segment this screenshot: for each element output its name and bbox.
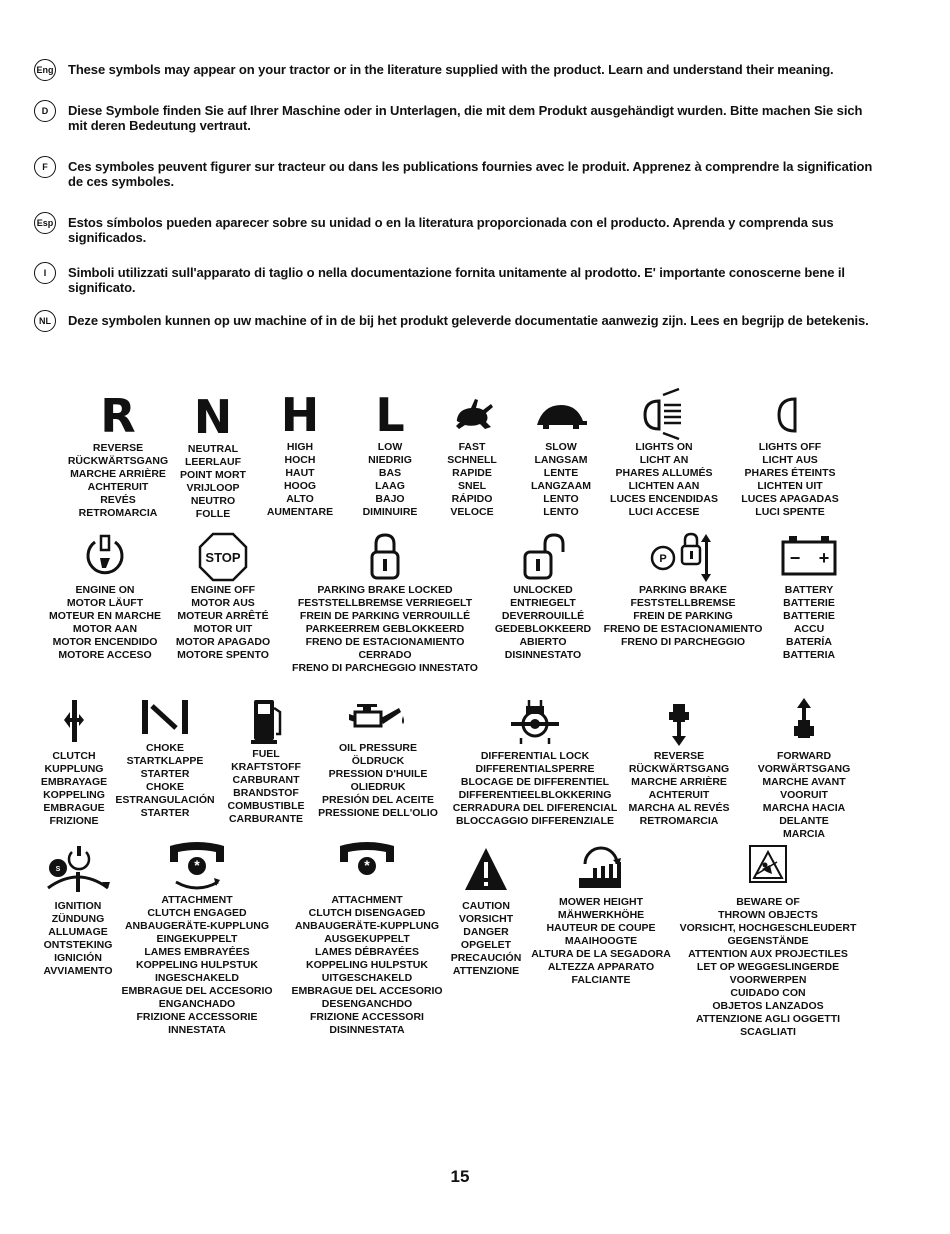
label: FRENO DI PARCHEGGIO	[620, 636, 746, 648]
label: LICHTEN UIT	[757, 480, 823, 492]
label: DIFFERENTIALSPERRE	[475, 763, 595, 775]
label: FRIZIONE ACCESSORI	[310, 1011, 424, 1023]
attachment-engaged-labels	[116, 894, 278, 1037]
label: MOTOR AUS	[191, 597, 255, 609]
label: LOW	[377, 441, 403, 453]
label: INGESCHAKELD	[154, 972, 239, 984]
label: VOORUIT	[780, 789, 828, 801]
thrown-objects-labels	[674, 896, 862, 1039]
symbol-unlocked	[488, 530, 598, 662]
differential-lock-labels	[446, 750, 624, 828]
label: MARCHE ARRIÈRE	[70, 468, 166, 480]
label: KOPPELING HULPSTUK	[136, 959, 258, 971]
label: MAAIHOOGTE	[564, 935, 638, 947]
label: SCHNELL	[447, 454, 497, 466]
tractor-reverse-arrow-icon	[659, 694, 699, 750]
intro-spanish	[34, 215, 874, 245]
label: DESENGANCHDO	[321, 998, 413, 1010]
label: CUIDADO CON	[730, 987, 806, 999]
label: FESTSTELLBREMSE VERRIEGELT	[297, 597, 473, 609]
turtle-icon	[531, 391, 591, 441]
label: KOPPELING	[43, 789, 105, 801]
label: REVÉS	[100, 494, 136, 506]
label: VELOCE	[450, 506, 494, 518]
label: CHOKE	[146, 742, 184, 754]
thrown-objects-warning-icon	[743, 838, 793, 896]
intro-text-french: Ces symboles peuvent figurer sur tracteur ou dans les publications fournies avec le produit. Apprenez à comprendre la signification de ces symboles.	[68, 159, 873, 189]
label: RÜCKWÄRTSGANG	[67, 455, 169, 467]
label: LET OP WEGGESLINGERDE	[696, 961, 840, 973]
symbol-engine-on	[44, 530, 166, 662]
label: THROWN OBJECTS	[718, 909, 818, 921]
label: OIL PRESSURE	[339, 742, 417, 754]
parking-brake-labels	[600, 584, 766, 649]
label: ALTEZZA APPARATO	[547, 961, 655, 973]
label: RETROMARCIA	[639, 815, 719, 827]
high-labels	[258, 441, 342, 519]
label: RÜCKWÄRTSGANG	[628, 763, 730, 775]
symbol-attachment-disengaged	[286, 836, 448, 1037]
intro-italian	[34, 265, 874, 295]
unlocked-labels	[488, 584, 598, 662]
label: KUPPLUNG	[44, 763, 104, 775]
label: LANGZAAM	[530, 480, 592, 492]
label: BATERÍA	[786, 636, 832, 648]
label: HAUT	[285, 467, 315, 479]
label: BATTERIE	[783, 597, 835, 609]
label: CLUTCH	[52, 750, 96, 762]
attachment-engaged-icon	[162, 836, 232, 894]
label: FRIZIONE ACCESSORIE	[136, 1011, 258, 1023]
label: REVERSE	[653, 750, 705, 762]
stop-sign-icon	[196, 530, 250, 584]
label: MARCHA AL REVÉS	[628, 802, 730, 814]
label: GEGENSTÄNDE	[727, 935, 809, 947]
reverse-direction-labels	[624, 750, 734, 828]
label: PARKING BRAKE LOCKED	[317, 584, 453, 596]
symbol-reverse-direction	[624, 694, 734, 828]
label: HOCH	[284, 454, 316, 466]
reverse-labels	[58, 442, 178, 520]
label: PRESSIONE DELL'OLIO	[318, 807, 438, 819]
label: ESTRANGULACIÓN	[115, 794, 215, 806]
label: DIMINUIRE	[362, 506, 418, 518]
label: MOTOR LÄUFT	[66, 597, 144, 609]
label: FORWARD	[776, 750, 832, 762]
label: BATTERY	[784, 584, 834, 596]
battery-icon	[777, 530, 841, 584]
label: LENTO	[543, 506, 579, 518]
label: MOTOR UIT	[193, 623, 253, 635]
ignition-labels	[28, 900, 128, 978]
lights-on-labels	[604, 441, 724, 519]
label: LUCES ENCENDIDAS	[610, 493, 718, 505]
symbol-low	[348, 388, 432, 519]
label: ALLUMAGE	[48, 926, 108, 938]
label: BATTERIA	[782, 649, 836, 661]
label: MOTORE SPENTO	[177, 649, 269, 661]
label: PARKEERREM GEBLOKKEERD	[305, 623, 465, 635]
label: LENTO	[543, 493, 579, 505]
page-number: 15	[450, 1167, 470, 1186]
svg-text:*: *	[364, 857, 370, 873]
parking-brake-locked-labels	[286, 584, 484, 675]
label: RÁPIDO	[451, 493, 493, 505]
label: ENGINE OFF	[190, 584, 256, 596]
label: MARCHA HACIA	[762, 802, 846, 814]
intro-text-spanish: Estos símbolos pueden aparecer sobre su unidad o en la literatura proporcionada con el producto. Aprenda y comprenda sus significados.	[68, 215, 834, 245]
label: HAUTEUR DE COUPE	[546, 922, 656, 934]
label: LAMES DÉBRAYÉES	[314, 946, 420, 958]
label: AUMENTARE	[266, 506, 334, 518]
label: DIFFERENTIEELBLOKKERING	[458, 789, 612, 801]
engine-off-labels	[170, 584, 276, 662]
differential-lock-icon	[505, 694, 565, 750]
label: ANBAUGERÄTE-KUPPLUNG	[294, 920, 440, 932]
stop-text: STOP	[205, 550, 241, 565]
label: ANBAUGERÄTE-KUPPLUNG	[124, 920, 270, 932]
label: ATTENZIONE AGLI OGGETTI	[695, 1013, 841, 1025]
label: VORWÄRTSGANG	[757, 763, 851, 775]
label: COMBUSTIBLE	[227, 800, 305, 812]
label: MARCIA	[783, 828, 825, 840]
label: ALTO	[286, 493, 314, 505]
fuel-labels	[222, 748, 310, 826]
label: EMBRAYAGE	[40, 776, 108, 788]
symbol-fuel	[222, 694, 310, 826]
label: MOTOR ENCENDIDO	[52, 636, 158, 648]
lang-badge-french: F	[34, 156, 56, 178]
label: VOORWERPEN	[729, 974, 807, 986]
label: CERRADURA DEL DIFERENCIAL	[452, 802, 618, 814]
neutral-letter: N	[193, 390, 233, 444]
label: SCAGLIATI	[740, 1026, 796, 1038]
label: STARTER	[140, 807, 190, 819]
oil-pressure-labels	[316, 742, 440, 820]
label: EINGEKUPPELT	[156, 933, 238, 945]
tractor-forward-arrow-icon	[784, 694, 824, 750]
label: RAPIDE	[452, 467, 492, 479]
label: FRENO DI PARCHEGGIO INNESTATO	[292, 662, 478, 674]
label: MOTOR AAN	[72, 623, 138, 635]
label: ONTSTEKING	[43, 939, 113, 951]
label: MARCHE ARRIÈRE	[631, 776, 727, 788]
label: EMBRAGUE DEL ACCESORIO	[291, 985, 443, 997]
label: PRESIÓN DEL ACEITE	[321, 794, 435, 806]
slow-labels	[516, 441, 606, 519]
symbol-battery	[766, 530, 852, 662]
clutch-labels	[34, 750, 114, 828]
symbol-lights-on	[604, 385, 724, 519]
symbol-parking-brake	[600, 530, 766, 649]
label: LAMES EMBRAYÉES	[144, 946, 250, 958]
mower-height-icon	[571, 838, 631, 896]
symbol-thrown-objects	[674, 838, 862, 1039]
low-letter: L	[375, 388, 405, 442]
label: CARBURANTE	[228, 813, 304, 825]
label: CLUTCH ENGAGED	[147, 907, 247, 919]
engine-on-icon	[80, 530, 130, 584]
label: SNEL	[457, 480, 486, 492]
label: MOWER HEIGHT	[559, 896, 643, 908]
label: HOOG	[283, 480, 317, 492]
symbol-engine-off	[170, 530, 276, 662]
label: SLOW	[545, 441, 577, 453]
label: HIGH	[286, 441, 314, 453]
label: FREIN DE PARKING	[633, 610, 733, 622]
label: POINT MORT	[180, 469, 246, 481]
label: LUCI ACCESE	[628, 506, 700, 518]
intro-dutch	[34, 313, 874, 332]
label: NEUTRO	[190, 495, 236, 507]
label: LENTE	[543, 467, 579, 479]
label: BLOCAGE DE DIFFERENTIEL	[460, 776, 610, 788]
symbol-caution	[446, 840, 526, 978]
label: ÖLDRUCK	[351, 755, 405, 767]
symbol-lights-off	[730, 385, 850, 519]
neutral-labels	[168, 443, 258, 521]
label: FALCIANTE	[571, 974, 631, 986]
label: LIGHTS OFF	[758, 441, 822, 453]
label: ATTACHMENT	[161, 894, 233, 906]
high-letter: H	[280, 388, 320, 442]
label: ZÜNDUNG	[51, 913, 105, 925]
svg-text:S: S	[55, 866, 61, 873]
choke-icon	[130, 694, 200, 742]
intro-text-dutch: Deze symbolen kunnen op uw machine of in de bij het produkt geleverde documentatie aanwezig zijn. Lees en begrijp de betekenis.	[68, 313, 869, 328]
label: ALTURA DE LA SEGADORA	[531, 948, 671, 960]
label: MOTORE ACCESO	[58, 649, 152, 661]
label: LANGSAM	[534, 454, 588, 466]
svg-text:P: P	[659, 553, 667, 565]
label: MARCHE AVANT	[762, 776, 846, 788]
intro-german	[34, 103, 874, 133]
symbol-forward	[744, 694, 864, 841]
label: LIGHTS ON	[635, 441, 693, 453]
label: BEWARE OF	[736, 896, 800, 908]
label: STARTER	[140, 768, 190, 780]
label: ATTENZIONE	[452, 965, 520, 977]
label: ACCU	[793, 623, 825, 635]
symbol-clutch	[34, 694, 114, 828]
label: LUCES APAGADAS	[741, 493, 839, 505]
symbol-fast	[428, 391, 516, 519]
label: BATTERIE	[783, 610, 835, 622]
label: NIEDRIG	[368, 454, 412, 466]
label: REVERSE	[92, 442, 144, 454]
label: CERRADO	[358, 649, 412, 661]
label: DANGER	[463, 926, 509, 938]
svg-text:*: *	[194, 857, 200, 873]
low-labels	[348, 441, 432, 519]
label: LICHT AUS	[762, 454, 818, 466]
label: FUEL	[252, 748, 280, 760]
symbol-neutral	[168, 390, 258, 521]
label: EMBRAGUE	[43, 802, 105, 814]
intro-english	[34, 62, 874, 81]
label: NEUTRAL	[187, 443, 239, 455]
lang-badge-german: D	[34, 100, 56, 122]
headlight-off-icon	[765, 385, 815, 441]
label: BRANDSTOF	[233, 787, 299, 799]
label: KRAFTSTOFF	[231, 761, 301, 773]
battery-minus: −	[789, 548, 801, 568]
label: AUSGEKUPPELT	[324, 933, 410, 945]
symbol-differential-lock	[446, 694, 624, 828]
label: ACHTERUIT	[648, 789, 710, 801]
label: VRIJLOOP	[186, 482, 240, 494]
rabbit-icon	[447, 391, 497, 441]
label: PRECAUCIÓN	[450, 952, 522, 964]
oil-can-icon	[345, 694, 411, 742]
label: EMBRAGUE DEL ACCESORIO	[121, 985, 273, 997]
label: VORSICHT	[458, 913, 514, 925]
clutch-icon	[54, 694, 94, 748]
label: MÄHWERKHÖHE	[557, 909, 645, 921]
padlock-unlocked-icon	[515, 530, 571, 584]
intro-text-german: Diese Symbole finden Sie auf Ihrer Maschine oder in Unterlagen, die mit dem Produkt ausgehändigt wurden. Bitte machen Sie sich mit deren Bedeutung vertraut.	[68, 103, 863, 133]
label: IGNICIÓN	[54, 952, 102, 964]
caution-labels	[446, 900, 526, 978]
label: LAAG	[375, 480, 405, 492]
symbol-attachment-engaged	[116, 836, 278, 1037]
label: DISINNESTATO	[504, 649, 582, 661]
label: FOLLE	[195, 508, 231, 520]
label: CLUTCH DISENGAGED	[308, 907, 426, 919]
label: FESTSTELLBREMSE	[630, 597, 736, 609]
mower-height-labels	[528, 896, 674, 987]
label: BAS	[378, 467, 402, 479]
fast-labels	[428, 441, 516, 519]
label: PARKING BRAKE	[639, 584, 727, 596]
label: OPGELET	[460, 939, 512, 951]
forward-labels	[744, 750, 864, 841]
lang-badge-dutch: NL	[34, 310, 56, 332]
label: UNLOCKED	[513, 584, 573, 596]
label: LICHT AN	[639, 454, 689, 466]
label: MOTEUR EN MARCHE	[49, 610, 161, 622]
label: GEDEBLOKKEERD	[494, 623, 592, 635]
label: DELANTE	[779, 815, 829, 827]
label: OBJETOS LANZADOS	[712, 1000, 824, 1012]
label: BLOCCAGGIO DIFFERENZIALE	[455, 815, 615, 827]
battery-plus: +	[818, 548, 830, 568]
symbol-reverse	[58, 389, 178, 520]
attachment-disengaged-icon	[332, 836, 402, 894]
reverse-letter: R	[100, 389, 136, 443]
symbol-high	[258, 388, 342, 519]
label: ABIERTO	[519, 636, 567, 648]
intro-text-english: These symbols may appear on your tractor or in the literature supplied with the product. Learn and understand their meaning.	[68, 62, 834, 77]
symbol-ignition	[28, 838, 128, 978]
label: LICHTEN AAN	[628, 480, 700, 492]
label: CHOKE	[146, 781, 184, 793]
warning-triangle-icon	[461, 840, 511, 900]
label: LEERLAUF	[185, 456, 241, 468]
engine-on-labels	[44, 584, 166, 662]
label: IGNITION	[54, 900, 102, 912]
label: CAUTION	[462, 900, 510, 912]
label: MOTOR APAGADO	[175, 636, 271, 648]
label: ACHTERUIT	[87, 481, 149, 493]
label: DEVERROUILLÉ	[501, 610, 585, 622]
label: FREIN DE PARKING VERROUILLÉ	[299, 610, 471, 622]
label: ENGANCHADO	[158, 998, 236, 1010]
label: RETROMARCIA	[78, 507, 158, 519]
intro-text-italian: Simboli utilizzati sull'apparato di taglio o nella documentazione fornita unitamente al prodotto. E' importante conoscerne bene il significato.	[68, 265, 845, 295]
label: MOTEUR ARRÊTÉ	[177, 610, 269, 622]
lang-badge-spanish: Esp	[34, 212, 56, 234]
symbol-choke	[112, 694, 218, 820]
label: CARBURANT	[232, 774, 300, 786]
label: INNESTATA	[168, 1024, 226, 1036]
label: ENGINE ON	[75, 584, 135, 596]
label: OLIEDRUK	[350, 781, 406, 793]
label: PRESSION D'HUILE	[328, 768, 428, 780]
symbol-mower-height	[528, 838, 674, 987]
label: BAJO	[375, 493, 405, 505]
symbol-slow	[516, 391, 606, 519]
label: DIFFERENTIAL LOCK	[480, 750, 590, 762]
choke-labels	[112, 742, 218, 820]
label: FRIZIONE	[49, 815, 99, 827]
headlight-on-icon	[639, 385, 689, 441]
label: FRENO DE ESTACIONAMIENTO	[603, 623, 763, 635]
label: FRENO DE ESTACIONAMIENTO	[305, 636, 465, 648]
label: STARTKLAPPE	[126, 755, 204, 767]
parking-brake-icon	[643, 530, 723, 584]
lang-badge-italian: I	[34, 262, 56, 284]
label: VORSICHT, HOCHGESCHLEUDERT	[679, 922, 857, 934]
lang-badge-english: Eng	[34, 59, 56, 81]
label: PHARES ALLUMÉS	[615, 467, 713, 479]
attachment-disengaged-labels	[286, 894, 448, 1037]
lights-off-labels	[730, 441, 850, 519]
intro-french	[34, 159, 874, 189]
label: FAST	[458, 441, 486, 453]
battery-labels	[766, 584, 852, 662]
label: DISINNESTATA	[329, 1024, 405, 1036]
symbol-oil-pressure	[316, 694, 440, 820]
label: ENTRIEGELT	[510, 597, 576, 609]
ignition-switch-icon	[38, 838, 118, 900]
label: ATTENTION AUX PROJECTILES	[688, 948, 848, 960]
label: PHARES ÉTEINTS	[744, 467, 836, 479]
label: KOPPELING HULPSTUK	[306, 959, 428, 971]
label: LUCI SPENTE	[755, 506, 825, 518]
label: UITGESCHAKELD	[321, 972, 413, 984]
label: AVVIAMENTO	[43, 965, 113, 977]
fuel-pump-icon	[246, 694, 286, 748]
symbol-parking-brake-locked	[286, 530, 484, 675]
padlock-locked-icon	[360, 530, 410, 584]
label: ATTACHMENT	[331, 894, 403, 906]
